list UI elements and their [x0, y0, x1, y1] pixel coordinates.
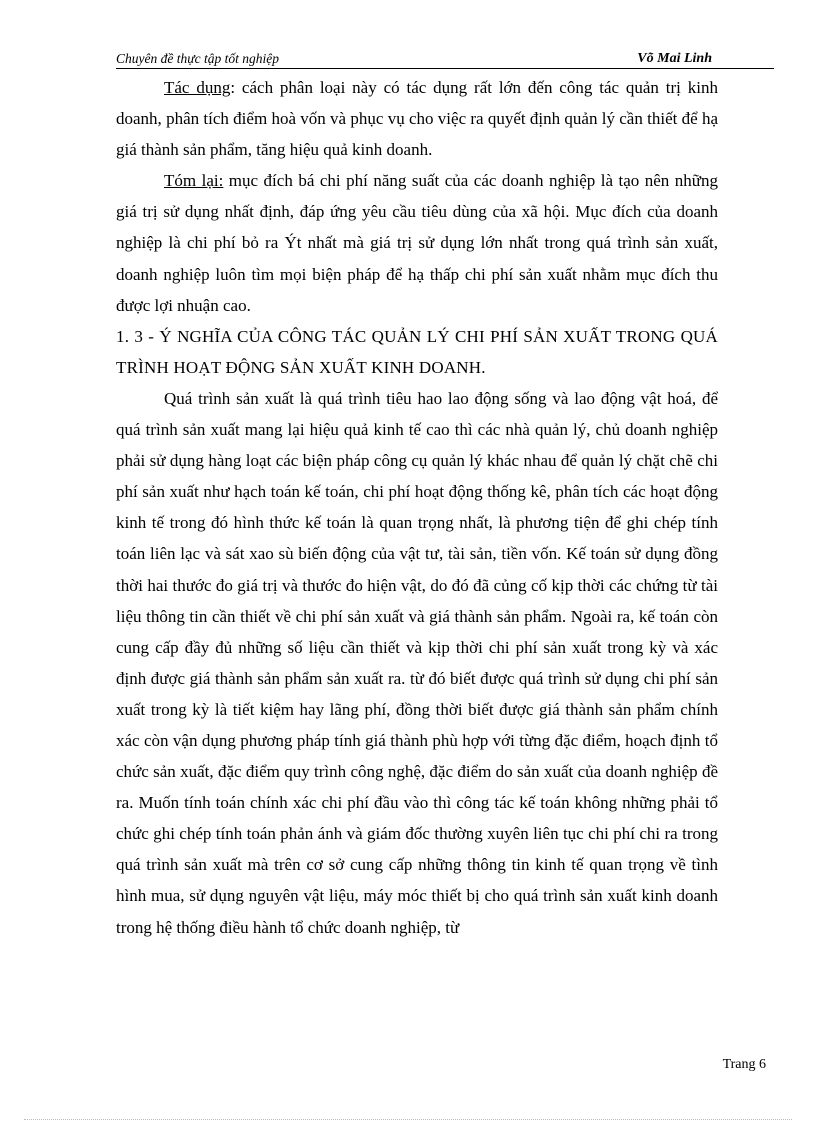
paragraph-label: Tác dụng: [164, 78, 231, 97]
paragraph-tac-dung: [116, 72, 718, 165]
page-header: [116, 50, 774, 69]
page-number: Trang 6: [722, 1057, 766, 1072]
section-heading: 1. 3 - Ý NGHĨA CỦA CÔNG TÁC QUẢN LÝ CHI PHÍ SẢN XUẤT TRONG QUÁ TRÌNH HOẠT ĐỘNG SẢN XUẤT KINH DOANH.: [116, 326, 718, 377]
page-bottom-divider: [24, 1119, 792, 1120]
header-author: Võ Mai Linh: [637, 51, 712, 66]
document-body: [116, 72, 718, 943]
paragraph-body: Quá trình sản xuất là quá trình tiêu hao lao động sống và lao động vật hoá, để quá trình sản xuất mang lại hiệu quả kinh tế cao thì các nhà quản lý, chủ doanh nghiệp phải sử dụng hàng loạt các biện pháp công cụ quản lý khác nhau để quản lý chặt chẽ chi phí sản xuất như hạch toán kế toán, chi phí hoạt động thống kê, phân tích các hoạt động kinh tế trong đó hình thức kế toán là quan trọng nhất, là phương tiện để ghi chép tính toán liên lạc và sát xao sù biến động của vật tư, tài sản, tiền vốn. Kế toán sử dụng đồng thời hai thước đo giá trị và thước đo hiện vật, do đó đã củng cố kịp thời các chứng từ tài liệu thông tin cần thiết về chi phí sản xuất và giá thành sản phẩm. Ngoài ra, kế toán còn cung cấp đầy đủ những số liệu cần thiết và kịp thời chi phí sản xuất trong kỳ và xác định được giá thành sản phẩm sản xuất ra. từ đó biết được quá trình sử dụng chi phí sản xuất trong kỳ là tiết kiệm hay lãng phí, đồng thời biết được giá thành sản phẩm chính xác còn vận dụng phương pháp tính giá thành phù hợp với từng đặc điểm, hoạch định tổ chức sản xuất, đặc điểm quy trình công nghệ, đặc điểm do sản xuất của doanh nghiệp đề ra. Muốn tính toán chính xác chi phí đầu vào thì công tác kế toán không những phải tổ chức ghi chép tính toán phản ánh và giám đốc thường xuyên liên tục chi phí chi ra trong quá trình sản xuất mà trên cơ sở cung cấp những thông tin kinh tế quan trọng về tình hình mua, sử dụng nguyên vật liệu, máy móc thiết bị cho quá trình sản xuất kinh doanh trong hệ thống điều hành tổ chức doanh nghiệp, từ: [116, 388, 718, 937]
paragraph-tom-lai: [116, 165, 718, 320]
paragraph-text: mục đích bá chi phí năng suất của các doanh nghiệp là tạo nên những giá trị sử dụng nhất định, đáp ứng yêu cầu tiêu dùng của xã hội. Mục đích của doanh nghiệp là chi phí bỏ ra Ýt nhất mà giá trị sử dụng lớn nhất trong quá trình sản xuất, doanh nghiệp luôn tìm mọi biện pháp để hạ thấp chi phí sản xuất nhằm mục đích thu được lợi nhuận cao.: [116, 171, 718, 315]
paragraph-text: : cách phân loại này có tác dụng rất lớn đến công tác quản trị kinh doanh, phân tích điểm hoà vốn và phục vụ cho việc ra quyết định quản lý cần thiết để hạ giá thành sản phẩm, tăng hiệu quả kinh doanh.: [116, 78, 718, 160]
header-title: Chuyên đề thực tập tốt nghiệp: [116, 51, 279, 66]
paragraph-label: Tóm lại:: [164, 171, 224, 191]
